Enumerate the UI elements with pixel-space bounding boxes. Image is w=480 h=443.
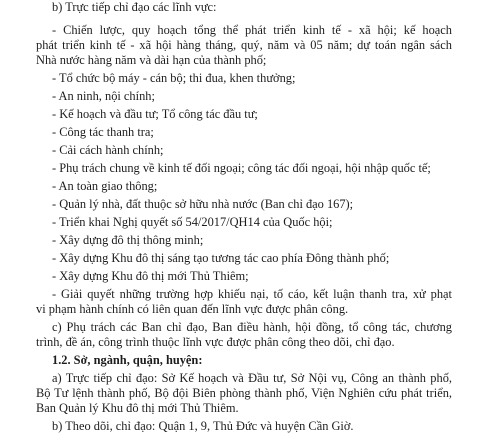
text-line: - Giải quyết những trường hợp khiếu nại, tố cáo, kết luận thanh tra, xử phạt: [52, 287, 452, 301]
text-line: - Cải cách hành chính;: [52, 143, 164, 157]
text-line: - Xây dựng Khu đô thị mới Thủ Thiêm;: [52, 269, 249, 283]
text-line: - Xây dựng Khu đô thị sáng tạo tương tác cao phía Đông thành phố;: [52, 251, 390, 265]
text-line: - Xây dựng đô thị thông minh;: [52, 233, 204, 247]
text-line: c) Phụ trách các Ban chỉ đạo, Ban điều hành, hội đồng, tổ công tác, chương: [52, 320, 452, 334]
section-heading: 1.2. Sở, ngành, quận, huyện:: [52, 353, 203, 367]
text-line: - Công tác thanh tra;: [52, 125, 154, 139]
text-line: b) Theo dõi, chỉ đạo: Quận 1, 9, Thủ Đức và huyện Cần Giờ.: [52, 419, 354, 433]
text-line: - Tổ chức bộ máy - cán bộ; thi đua, khen thưởng;: [52, 71, 296, 85]
text-line: - An ninh, nội chính;: [52, 89, 155, 103]
text-line: vi phạm hành chính có liên quan đến lĩnh vực được phân công.: [36, 302, 349, 316]
text-line: - Phụ trách chung về kinh tế đối ngoại; công tác đối ngoại, hội nhập quốc tế;: [52, 161, 431, 175]
text-line: - Chiến lược, quy hoạch tổng thể phát triển kinh tế - xã hội; kế hoạch: [52, 23, 452, 37]
text-line: phát triển kinh tế - xã hội hàng tháng, quý, năm và 05 năm; dự toán ngân sách: [36, 38, 452, 52]
text-line: Nhà nước hàng năm và dài hạn của thành phố;: [36, 53, 267, 67]
text-line: Ban Quản lý Khu đô thị mới Thủ Thiêm.: [36, 401, 239, 415]
text-line: - Kế hoạch và đầu tư; Tổ công tác đầu tư;: [52, 107, 258, 121]
text-line: Bộ Tư lệnh thành phố, Bộ đội Biên phòng thành phố, Viện Nghiên cứu phát triển,: [36, 386, 452, 400]
text-line: - An toàn giao thông;: [52, 179, 158, 193]
text-line: - Triển khai Nghị quyết số 54/2017/QH14 của Quốc hội;: [52, 215, 333, 229]
text-line: a) Trực tiếp chỉ đạo: Sở Kế hoạch và Đầu tư, Sở Nội vụ, Công an thành phố,: [52, 371, 452, 385]
text-line: b) Trực tiếp chỉ đạo các lĩnh vực:: [52, 0, 217, 14]
text-line: - Quản lý nhà, đất thuộc sở hữu nhà nước (Ban chỉ đạo 167);: [52, 197, 354, 211]
text-line: trình, đề án, công trình thuộc lĩnh vực được phân công theo dõi, chỉ đạo.: [36, 335, 395, 349]
